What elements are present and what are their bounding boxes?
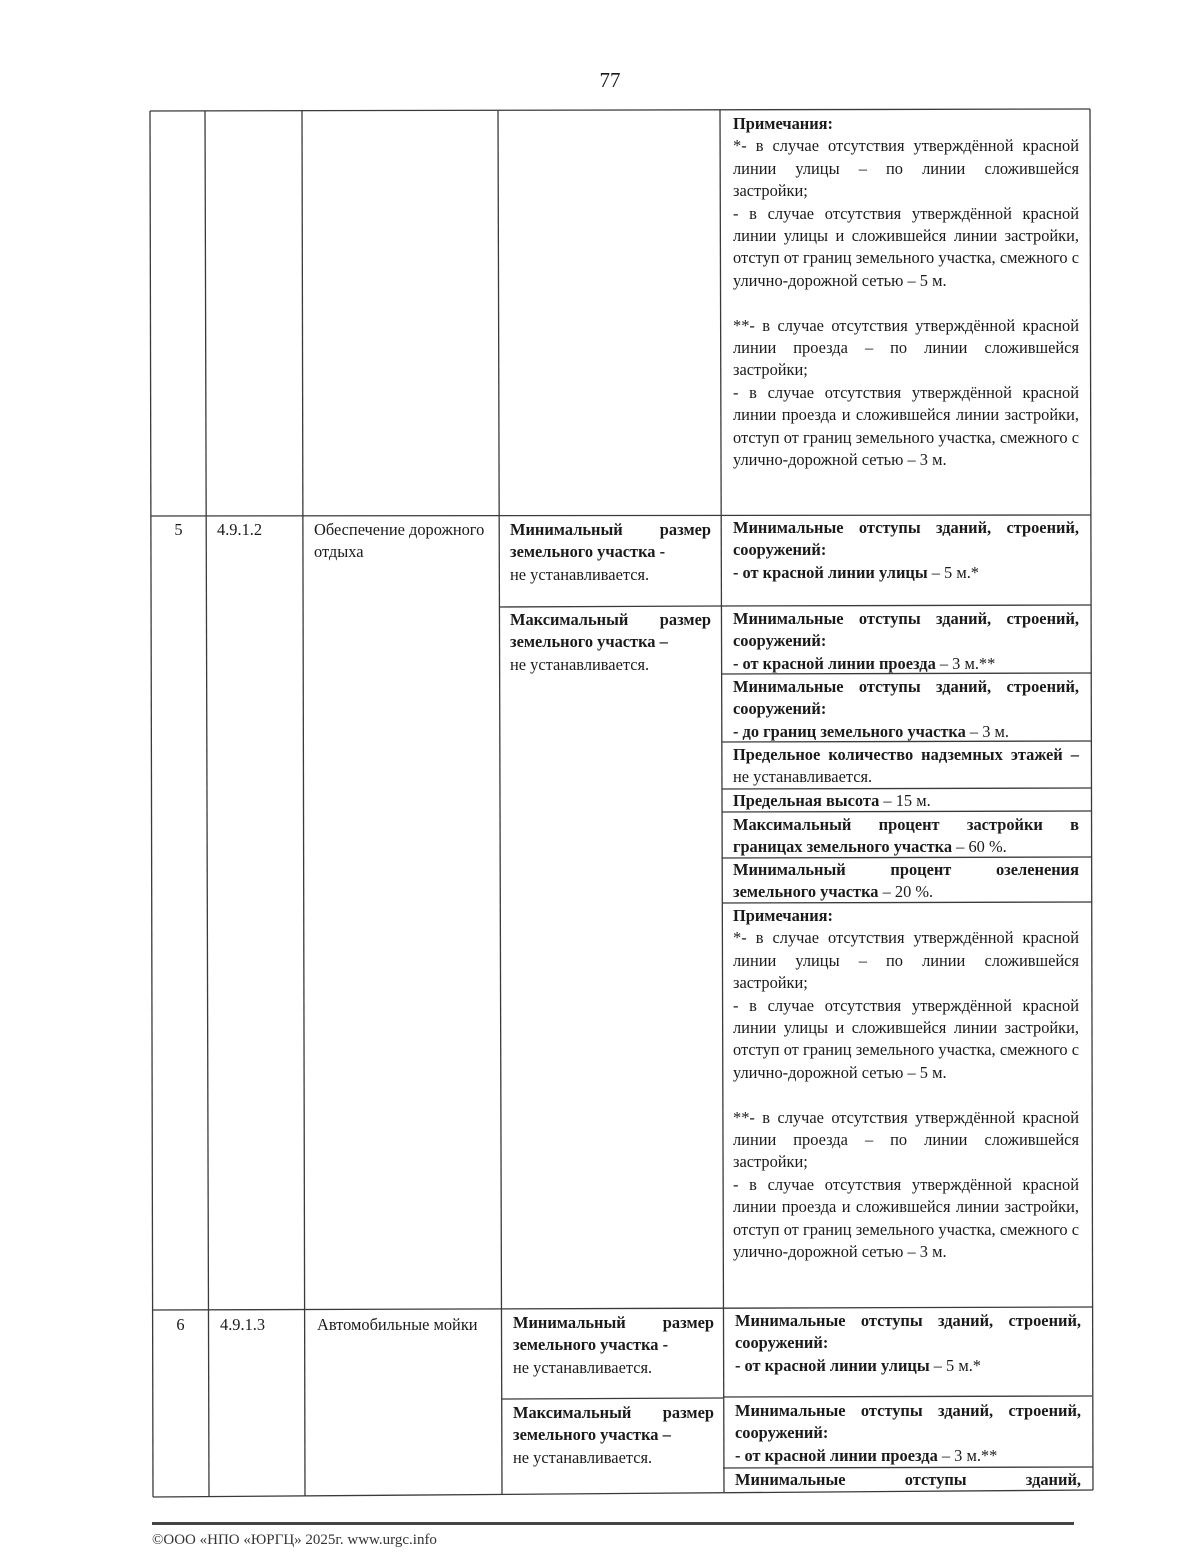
param-setback-boundary-partial <box>735 1469 1081 1491</box>
param-label: Минимальные отступы зданий, строений, сооружений: <box>733 518 1079 560</box>
param-setback-street <box>735 1310 1081 1377</box>
note-line: - в случае отсутствия утверждённой красной линии улицы и сложившейся линии застройки, отступ от границ земельного участка, смежного с улично-дорожной сетью – 5 м. <box>733 203 1079 290</box>
param-build-percent <box>733 814 1079 859</box>
min-size-value: не устанавливается. <box>513 1357 653 1377</box>
note-line: *- в случае отсутствия утверждённой красной линии улицы – по линии сложившейся застройки; <box>733 928 1079 993</box>
param-label: Предельная высота <box>733 791 880 810</box>
param-value: – 15 м. <box>879 791 931 810</box>
min-size-label: Минимальный размер земельного участка - <box>510 520 711 562</box>
row-code: 4.9.1.3 <box>220 1315 266 1334</box>
max-size-cell <box>513 1402 714 1469</box>
param-sub: - до границ земельного участка <box>733 721 966 741</box>
max-size-value: не устанавливается. <box>510 654 650 674</box>
param-sub: - от красной линии проезда <box>733 653 936 673</box>
row-name: Обеспечение дорожного отдыха <box>314 520 485 562</box>
param-green-percent <box>733 859 1079 904</box>
max-size-value: не устанавливается. <box>513 1447 653 1467</box>
row-code: 4.9.1.2 <box>217 520 263 539</box>
param-height <box>733 790 1079 812</box>
param-sub: - от красной линии улицы <box>733 562 928 582</box>
note-spacer <box>733 1084 1079 1106</box>
param-sub: - от красной линии проезда <box>735 1445 938 1465</box>
row-name: Автомобильные мойки <box>317 1315 478 1334</box>
param-label: Минимальные отступы зданий, строений, сооружений: <box>733 609 1079 651</box>
param-value: – 3 м.** <box>935 653 996 673</box>
param-label: Максимальный процент застройки в границах земельного участка <box>733 815 1079 857</box>
note-line: - в случае отсутствия утверждённой красной линии проезда и сложившейся линии застройки, отступ от границ земельного участка, смежного с улично-дорожной сетью – 3 м. <box>733 1174 1079 1262</box>
param-value: – 3 м. <box>965 721 1009 741</box>
param-setback-boundary <box>733 676 1079 743</box>
max-size-label: Максимальный размер земельного участка – <box>513 1403 714 1445</box>
param-label: Минимальный процент озеленения земельного участка <box>733 860 1079 902</box>
footer-rule <box>152 1522 1074 1525</box>
page-number: 77 <box>599 68 621 92</box>
param-value: – 5 м.* <box>929 1355 981 1375</box>
note-spacer <box>733 292 1079 314</box>
min-size-cell <box>513 1312 714 1379</box>
note-line: **- в случае отсутствия утверждённой красной линии проезда – по линии сложившейся застройки; <box>733 315 1079 380</box>
note-line: *- в случае отсутствия утверждённой красной линии улицы – по линии сложившейся застройки; <box>733 136 1079 201</box>
min-size-value: не устанавливается. <box>510 564 650 584</box>
note-line: - в случае отсутствия утверждённой красной линии улицы и сложившейся линии застройки, отступ от границ земельного участка, смежного с улично-дорожной сетью – 5 м. <box>733 995 1079 1082</box>
note-line: **- в случае отсутствия утверждённой красной линии проезда – по линии сложившейся застройки; <box>733 1107 1079 1172</box>
note-line: - в случае отсутствия утверждённой красной линии проезда и сложившейся линии застройки, отступ от границ земельного участка, смежного с улично-дорожной сетью – 3 м. <box>733 382 1079 470</box>
param-setback-passage <box>733 608 1079 675</box>
param-value: – 20 %. <box>878 882 934 902</box>
param-sub: - от красной линии улицы <box>735 1355 930 1375</box>
row-number: 5 <box>174 520 183 539</box>
param-label: Минимальные отступы зданий, строений, сооружений: <box>735 1401 1081 1443</box>
param-value: – 60 %. <box>952 837 1007 857</box>
param-label: Предельное количество надземных этажей – <box>733 745 1079 764</box>
param-setback-passage <box>735 1400 1081 1467</box>
notes-heading: Примечания: <box>733 114 833 133</box>
param-floors <box>733 744 1079 789</box>
notes-heading: Примечания: <box>733 906 833 925</box>
param-value: не устанавливается. <box>733 767 873 787</box>
max-size-cell <box>510 609 711 676</box>
footer-text: ©ООО «НПО «ЮРГЦ» 2025г. www.urgc.info <box>152 1532 437 1548</box>
notes-carry-cell <box>733 113 1079 471</box>
param-value: – 5 м.* <box>927 562 979 582</box>
min-size-label: Минимальный размер земельного участка - <box>513 1313 714 1355</box>
row-number: 6 <box>176 1315 185 1334</box>
max-size-label: Максимальный размер земельного участка – <box>510 610 711 652</box>
param-value: – 3 м.** <box>937 1445 998 1465</box>
param-setback-street <box>733 517 1079 584</box>
min-size-cell <box>510 519 711 586</box>
param-label: Минимальные отступы зданий, <box>735 1470 1081 1489</box>
notes-cell <box>733 905 1079 1263</box>
param-label: Минимальные отступы зданий, строений, сооружений: <box>733 677 1079 719</box>
param-label: Минимальные отступы зданий, строений, сооружений: <box>735 1311 1081 1353</box>
